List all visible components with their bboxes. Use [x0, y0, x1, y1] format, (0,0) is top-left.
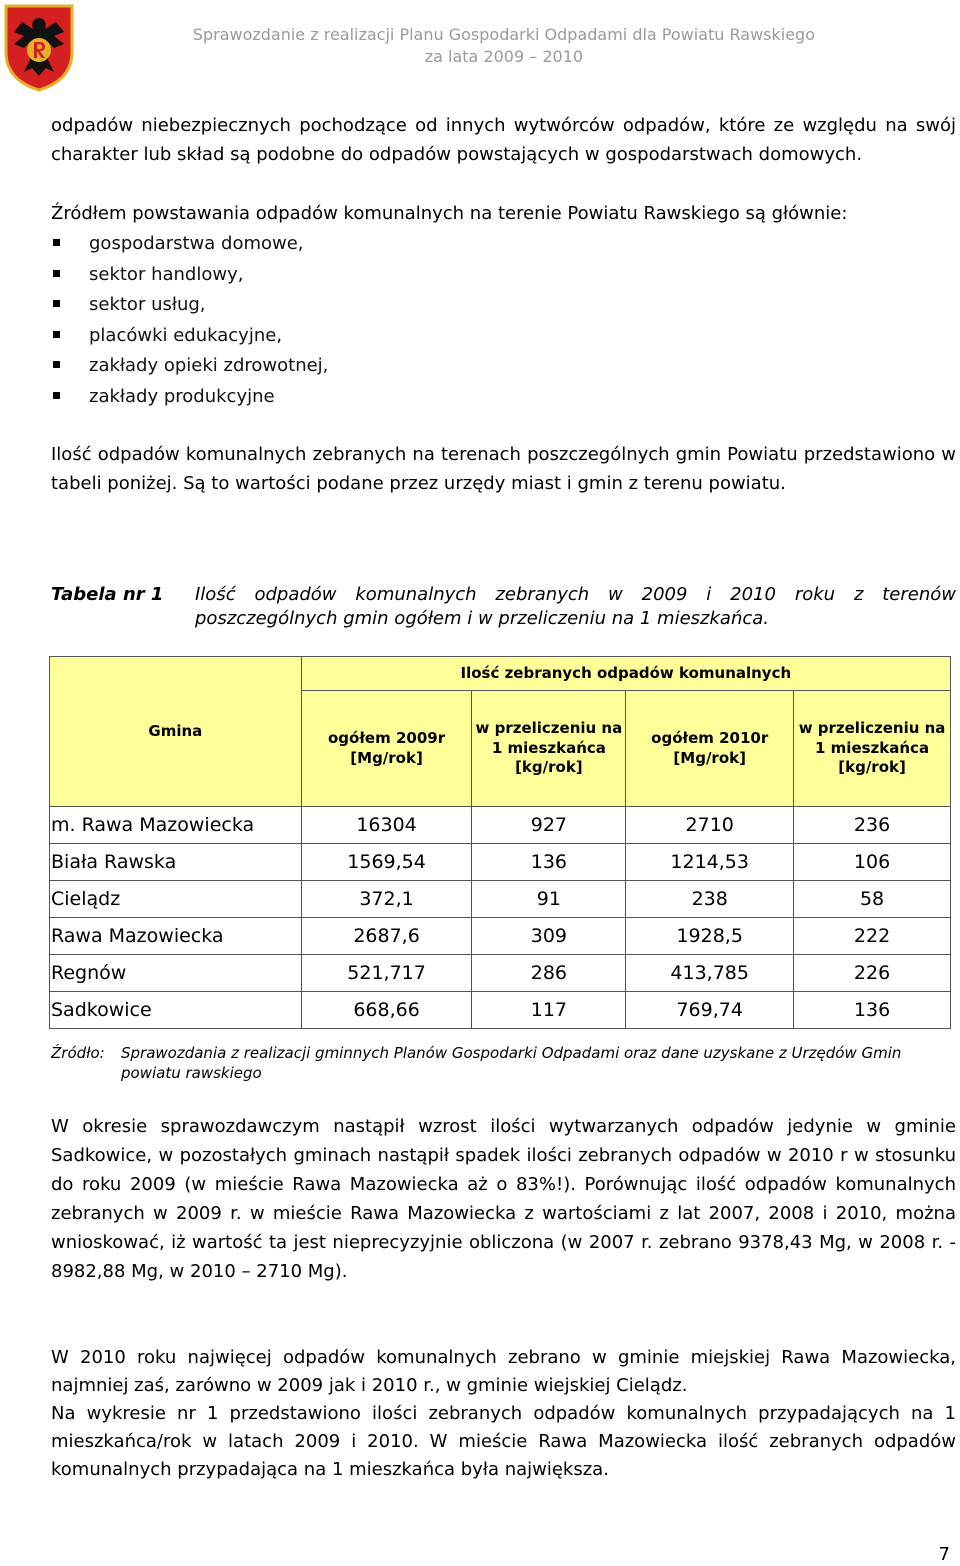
cell-value: 16304: [301, 807, 472, 844]
table-row: [50, 992, 951, 1029]
table-caption-text: Ilość odpadów komunalnych zebranych w 2009 i 2010 roku z terenów poszczególnych gmin ogółem i w przeliczeniu na 1 mieszkańca.: [195, 584, 956, 629]
paragraph-2: Źródłem powstawania odpadów komunalnych na terenie Powiatu Rawskiego są głównie:: [51, 203, 848, 224]
bullet-square-icon: [53, 270, 60, 277]
column-header: ogółem 2010r [Mg/rok]: [626, 691, 794, 807]
bullet-square-icon: [53, 392, 60, 399]
cell-value: 286: [472, 955, 626, 992]
cell-value: 668,66: [301, 992, 472, 1029]
paragraph-1: odpadów niebezpiecznych pochodzące od innych wytwórców odpadów, które ze względu na swój charakter lub skład są podobne do odpadów powstających w gospodarstwach domowych.: [51, 115, 956, 165]
coat-of-arms-logo: [2, 2, 76, 92]
cell-value: 927: [472, 807, 626, 844]
cell-value: 1569,54: [301, 844, 472, 881]
waste-sources-list: [51, 229, 651, 413]
column-header: w przeliczeniu na 1 mieszkańca [kg/rok]: [472, 691, 626, 807]
list-item: zakłady produkcyjne: [51, 382, 651, 413]
cell-value: 136: [794, 992, 951, 1029]
column-header-gmina: Gmina: [50, 657, 302, 807]
cell-value: 372,1: [301, 881, 472, 918]
bullet-square-icon: [53, 300, 60, 307]
source-label: Źródło:: [51, 1044, 105, 1062]
cell-value: 91: [472, 881, 626, 918]
cell-value: 1214,53: [626, 844, 794, 881]
document-header-title: [193, 24, 815, 68]
cell-gmina: m. Rawa Mazowiecka: [50, 807, 302, 844]
table-row: [50, 955, 951, 992]
table-caption-label: Tabela nr 1: [51, 584, 164, 605]
cell-value: 226: [794, 955, 951, 992]
cell-value: 136: [472, 844, 626, 881]
list-item: gospodarstwa domowe,: [51, 229, 651, 260]
header-period-line: za lata 2009 – 2010: [424, 47, 584, 66]
cell-value: 521,717: [301, 955, 472, 992]
column-header: ogółem 2009r [Mg/rok]: [301, 691, 472, 807]
column-group-header: Ilość zebranych odpadów komunalnych: [301, 657, 950, 691]
cell-gmina: Sadkowice: [50, 992, 302, 1029]
cell-value: 769,74: [626, 992, 794, 1029]
cell-value: 236: [794, 807, 951, 844]
paragraph-5: W 2010 roku najwięcej odpadów komunalnych zebrano w gminie miejskiej Rawa Mazowiecka, najmniej zaś, zarówno w 2009 jak i 2010 r., w gminie wiejskiej Cielądz.: [51, 1347, 956, 1396]
waste-table: [49, 656, 951, 1029]
cell-gmina: Cielądz: [50, 881, 302, 918]
table-row: [50, 918, 951, 955]
bullet-square-icon: [53, 239, 60, 246]
cell-gmina: Regnów: [50, 955, 302, 992]
paragraph-6: Na wykresie nr 1 przedstawiono ilości zebranych odpadów komunalnych przypadających na 1 mieszkańca/rok w latach 2009 i 2010. W mieście Rawa Mazowiecka ilość zebranych odpadów komunalnych przypadająca na 1 mieszkańca była największa.: [51, 1403, 956, 1480]
bullet-square-icon: [53, 331, 60, 338]
list-item: sektor handlowy,: [51, 260, 651, 291]
paragraph-3: Ilość odpadów komunalnych zebranych na terenach poszczególnych gmin Powiatu przedstawiono w tabeli poniżej. Są to wartości podane przez urzędy miast i gmin z terenu powiatu.: [51, 444, 956, 494]
cell-value: 238: [626, 881, 794, 918]
cell-value: 117: [472, 992, 626, 1029]
cell-gmina: Rawa Mazowiecka: [50, 918, 302, 955]
list-item: sektor usług,: [51, 290, 651, 321]
cell-value: 2710: [626, 807, 794, 844]
header-title-line: Sprawozdanie z realizacji Planu Gospodarki Odpadami dla Powiatu Rawskiego: [192, 25, 815, 44]
table-row: [50, 844, 951, 881]
cell-value: 58: [794, 881, 951, 918]
bullet-square-icon: [53, 361, 60, 368]
cell-value: 222: [794, 918, 951, 955]
list-item: zakłady opieki zdrowotnej,: [51, 351, 651, 382]
cell-value: 413,785: [626, 955, 794, 992]
page-number: 7: [938, 1544, 950, 1565]
cell-value: 1928,5: [626, 918, 794, 955]
source-text: Sprawozdania z realizacji gminnych Planów Gospodarki Odpadami oraz dane uzyskane z Urzędów Gmin powiatu rawskiego: [121, 1044, 902, 1082]
paragraph-4: W okresie sprawozdawczym nastąpił wzrost ilości wytwarzanych odpadów jedynie w gminie Sadkowice, w pozostałych gminach nastąpił spadek ilości zebranych odpadów w 2010 r w stosunku do roku 2009 (w mieście Rawa Mazowiecka aż o 83%!). Porównując ilość odpadów komunalnych zebranych w 2009 r. w mieście Rawa Mazowiecka z wartościami z lat 2007, 2008 i 2010, można wnioskować, iż wartość ta jest nieprecyzyjnie obliczona (w 2007 r. zebrano 9378,43 Mg, w 2008 r. - 8982,88 Mg, w 2010 – 2710 Mg).: [51, 1116, 956, 1282]
page-header: [0, 0, 960, 100]
list-item: placówki edukacyjne,: [51, 321, 651, 352]
cell-value: 106: [794, 844, 951, 881]
table-row: [50, 807, 951, 844]
column-header: w przeliczeniu na 1 mieszkańca [kg/rok]: [794, 691, 951, 807]
table-row: [50, 881, 951, 918]
cell-value: 2687,6: [301, 918, 472, 955]
cell-gmina: Biała Rawska: [50, 844, 302, 881]
cell-value: 309: [472, 918, 626, 955]
